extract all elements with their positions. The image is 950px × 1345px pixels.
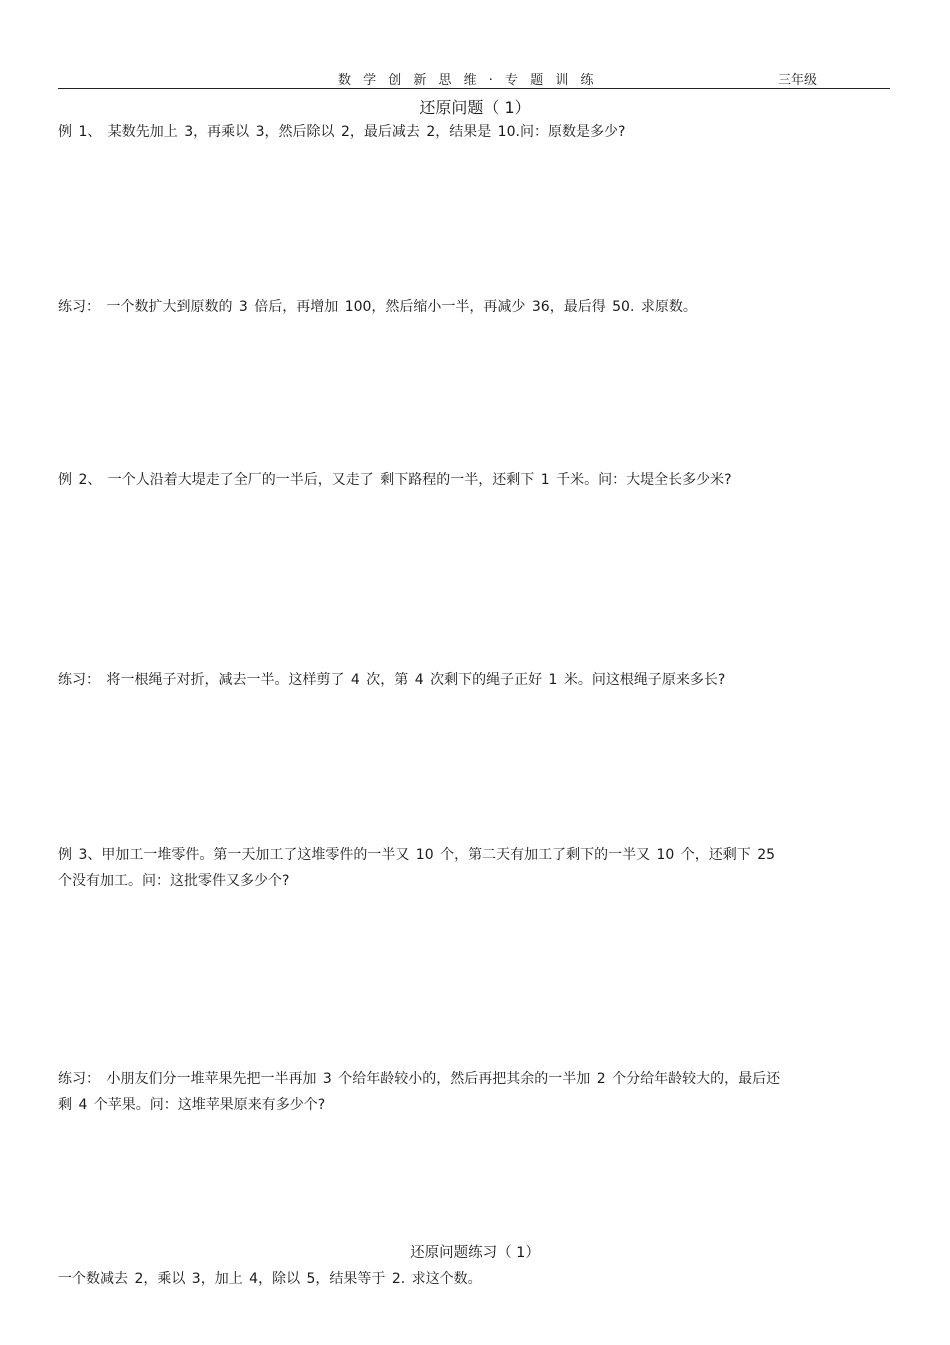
page-title: 还原问题（ 1） <box>419 98 531 117</box>
example-3-line-1: 例 3、甲加工一堆零件。第一天加工了这堆零件的一半又 10 个，第二天有加工了剩下的一半又 10 个，还剩下 25 <box>58 847 776 863</box>
practice-section-title: 还原问题练习（ 1） <box>410 1245 540 1261</box>
practice-1: 练习： 一个数扩大到原数的 3 倍后，再增加 100，然后缩小一半，再减少 36，最后得 50. 求原数。 <box>58 299 697 315</box>
practice-3-line-1: 练习： 小朋友们分一堆苹果先把一半再加 3 个给年龄较小的，然后再把其余的一半加 2 个分给年龄较大的，最后还 <box>58 1071 781 1087</box>
practice-2: 练习： 将一根绳子对折，减去一半。这样剪了 4 次，第 4 次剩下的绳子正好 1 米。问这根绳子原来多长? <box>58 672 726 688</box>
header-grade: 三年级 <box>778 73 818 88</box>
header-rule <box>58 88 890 89</box>
practice-3-line-2: 剩 4 个苹果。问：这堆苹果原来有多少个? <box>58 1097 326 1113</box>
exercise-1: 一个数减去 2，乘以 3，加上 4，除以 5，结果等于 2. 求这个数。 <box>58 1271 482 1287</box>
example-3-line-2: 个没有加工。问：这批零件又多少个? <box>58 873 290 889</box>
example-1: 例 1、 某数先加上 3，再乘以 3，然后除以 2，最后减去 2，结果是 10.问：原数是多少? <box>58 124 626 140</box>
example-2: 例 2、 一个人沿着大堤走了全厂的一半后，又走了 剩下路程的一半，还剩下 1 千米。问：大堤全长多少米? <box>58 472 732 488</box>
header-course: 数 学 创 新 思 维 · 专 题 训 练 <box>338 73 598 88</box>
